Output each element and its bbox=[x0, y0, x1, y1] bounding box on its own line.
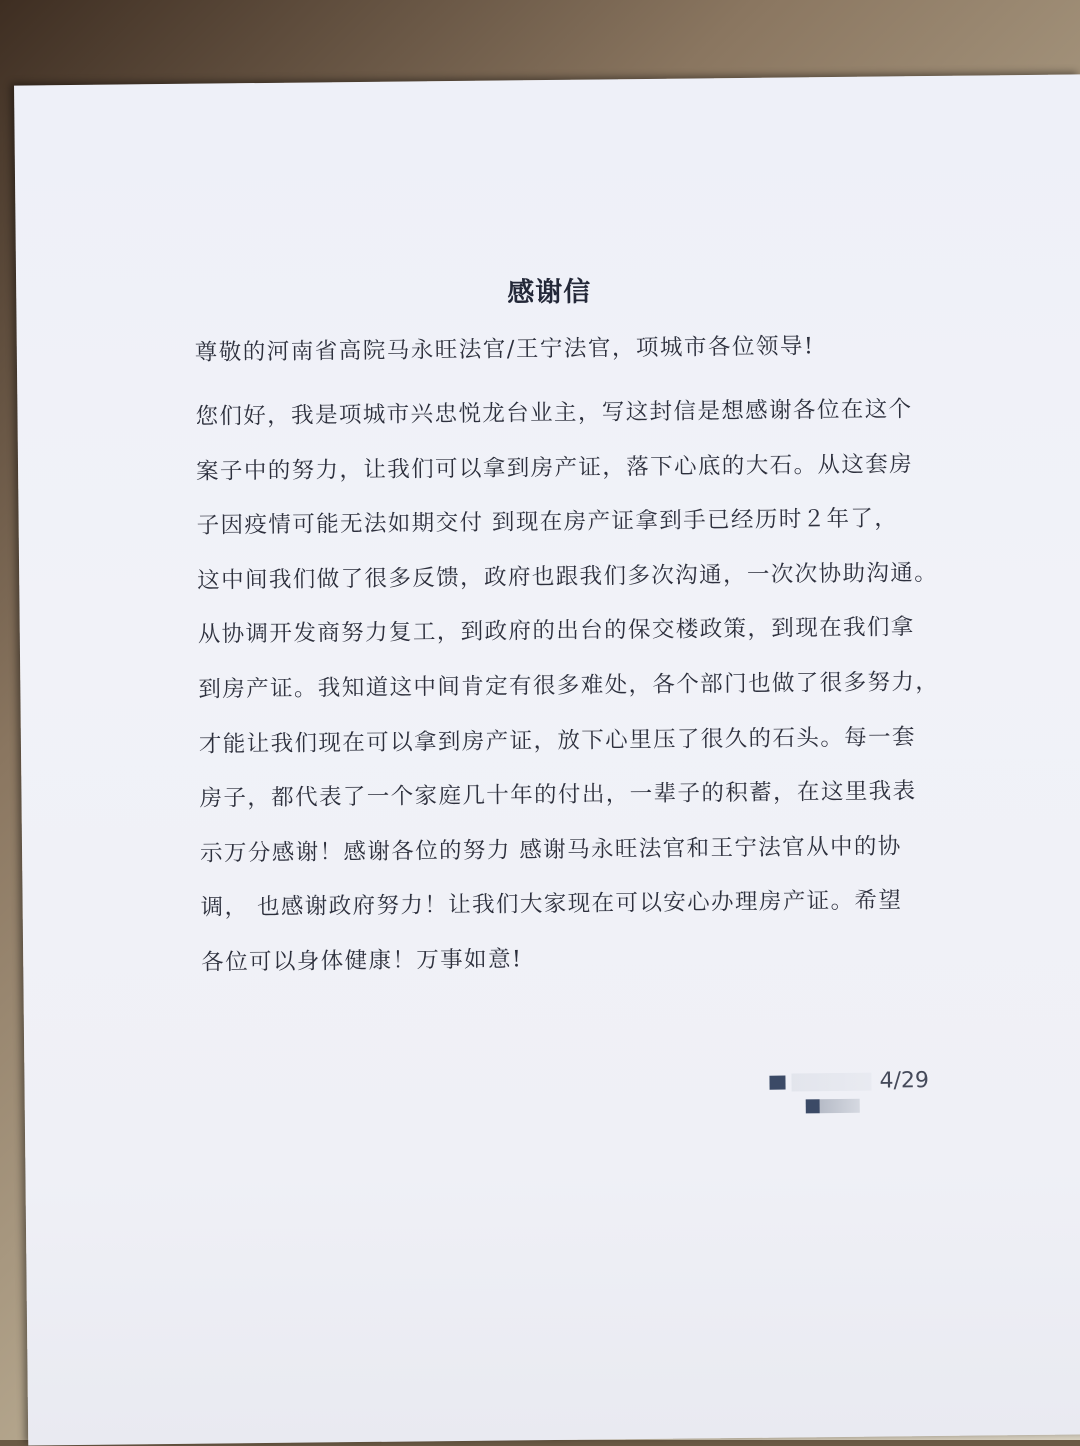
letter-body bbox=[195, 382, 961, 990]
redaction-mosaic bbox=[769, 1076, 785, 1090]
redaction-mosaic bbox=[806, 1099, 820, 1113]
letter-body-line: 各位可以身体健康！万事如意! bbox=[201, 946, 523, 976]
letter-body-line: 房子，都代表了一个家庭几十年的付出，一辈子的积蓄，在这里我表 bbox=[199, 778, 917, 812]
redaction-mosaic bbox=[820, 1099, 860, 1113]
signature-date: 4/29 bbox=[879, 1068, 930, 1094]
letter-title: 感谢信 bbox=[507, 276, 592, 309]
letter-body-line: 子因疫情可能无法如期交付 到现在房产证拿到手已经历时２年了， bbox=[196, 505, 899, 539]
letter-body-line: 您们好，我是项城市兴忠悦龙台业主，写这封信是想感谢各位在这个 bbox=[195, 396, 913, 430]
letter-body-line: 这中间我们做了很多反馈，政府也跟我们多次沟通，一次次协助沟通。 bbox=[197, 559, 939, 594]
signature-area bbox=[769, 1066, 970, 1138]
letter-body-line: 案子中的努力，让我们可以拿到房产证，落下心底的大石。从这套房 bbox=[195, 450, 914, 485]
letter-body-line: 示万分感谢！感谢各位的努力 感谢马永旺法官和王宁法官从中的协 bbox=[199, 833, 902, 867]
letter-body-line: 到房产证。我知道这中间肯定有很多难处，各个部门也做了很多努力， bbox=[198, 668, 940, 703]
letter-body-line: 从协调开发商努力复工，到政府的出台的保交楼政策，到现在我们拿 bbox=[197, 614, 915, 649]
redacted-signature bbox=[791, 1073, 871, 1092]
letter-paper bbox=[14, 74, 1080, 1445]
letter-body-line: 调， 也感谢政府努力！让我们大家现在可以安心办理房产证。希望 bbox=[200, 887, 903, 922]
letter-body-line: 才能让我们现在可以拿到房产证，放下心里压了很久的石头。每一套 bbox=[198, 723, 917, 758]
letter-salutation: 尊敬的河南省高院马永旺法官/王宁法官，项城市各位领导! bbox=[194, 333, 815, 366]
